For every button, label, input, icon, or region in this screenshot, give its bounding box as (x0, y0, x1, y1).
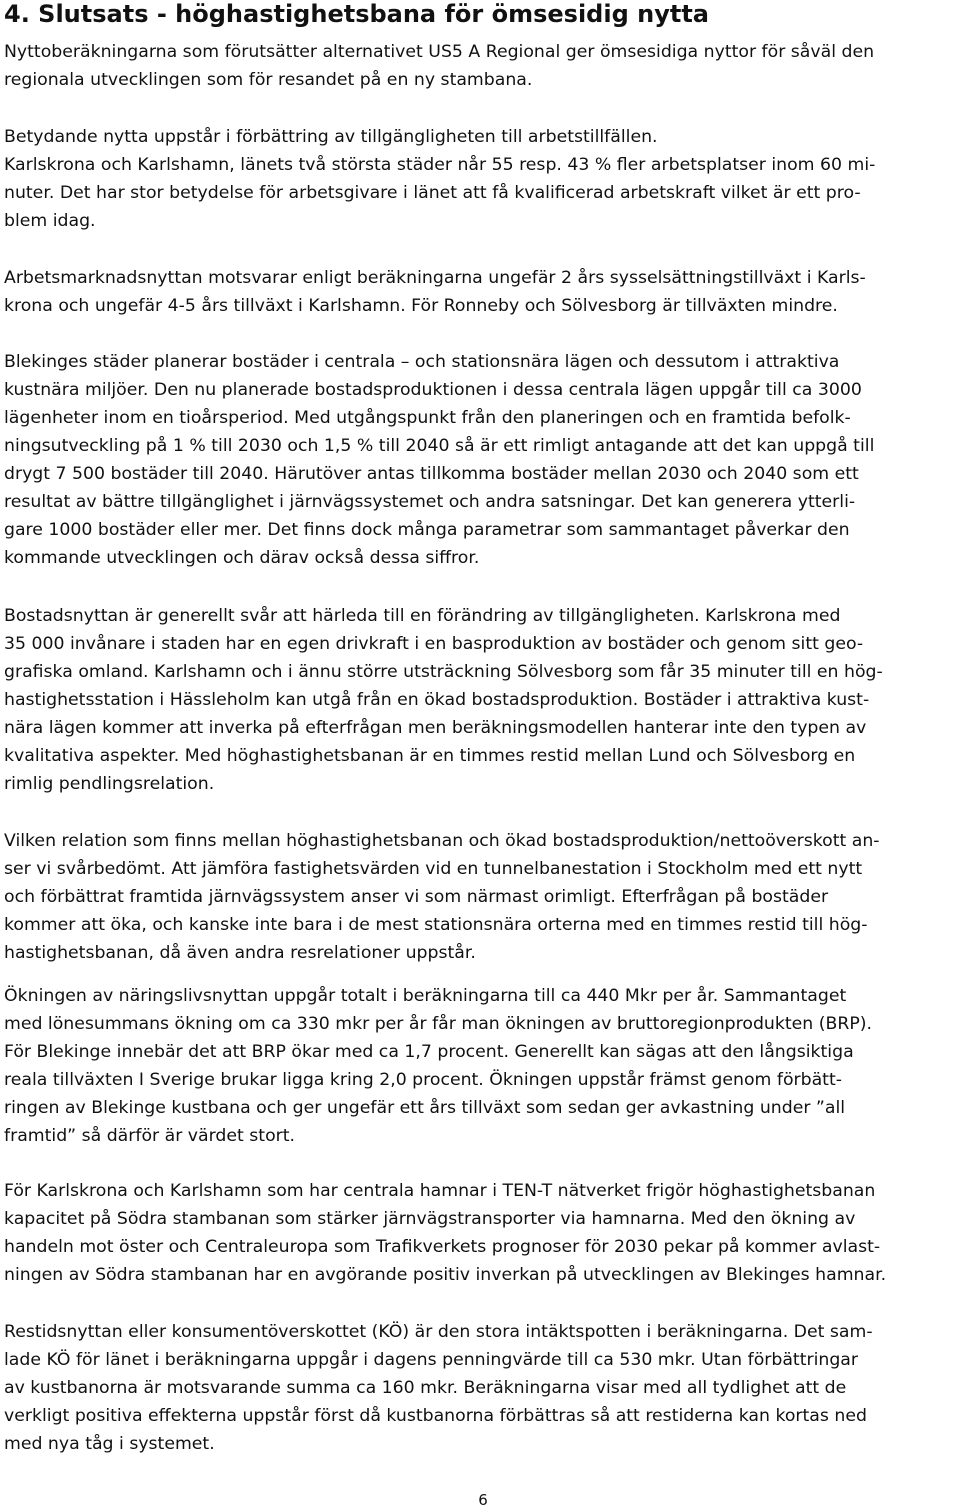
text-line: kapacitet på Södra stambanan som stärker järnvägstransporter via hamnarna. Med den ökning av (4, 1209, 856, 1229)
text-line: Betydande nytta uppstår i förbättring av tillgängligheten till arbetstillfällen. (4, 127, 658, 147)
text-line: Blekinges städer planerar bostäder i centrala – och stationsnära lägen och dessutom i attraktiva (4, 352, 840, 372)
text-line: ringen av Blekinge kustbana och ger ungefär ett års tillväxt som sedan ger avkastning under ”all (4, 1098, 846, 1118)
text-line: av kustbanorna är motsvarande summa ca 160 mkr. Beräkningarna visar med all tydlighet att de (4, 1378, 847, 1398)
text-line: krona och ungefär 4-5 års tillväxt i Karlshamn. För Ronneby och Sölvesborg är tillväxten mindre. (4, 296, 838, 316)
text-line: handeln mot öster och Centraleuropa som Trafikverkets prognoser för 2030 pekar på kommer avlast- (4, 1237, 881, 1257)
text-line: kommer att öka, och kanske inte bara i de mest stationsnära orterna med en timmes restid till hög- (4, 915, 868, 935)
text-line: ningen av Södra stambanan har en avgörande positiv inverkan på utvecklingen av Blekinges hamnar. (4, 1265, 887, 1285)
text-line: med nya tåg i systemet. (4, 1434, 215, 1454)
paragraph (4, 827, 956, 967)
text-line: Arbetsmarknadsnyttan motsvarar enligt beräkningarna ungefär 2 års sysselsättningstillväxt i Karls- (4, 268, 866, 288)
text-line: För Karlskrona och Karlshamn som har centrala hamnar i TEN-T nätverket frigör höghastighetsbanan (4, 1181, 876, 1201)
paragraph (4, 1177, 956, 1289)
section-heading: 4. Slutsats - höghastighetsbana för ömsesidig nytta (4, 0, 709, 28)
text-line: kvalitativa aspekter. Med höghastighetsbanan är en timmes restid mellan Lund och Sölvesborg en (4, 746, 856, 766)
text-line: hastighetsstation i Hässleholm kan utgå från en ökad bostadsproduktion. Bostäder i attraktiva kust- (4, 690, 870, 710)
paragraph (4, 264, 956, 320)
text-line: ser vi svårbedömt. Att jämföra fastighetsvärden vid en tunnelbanestation i Stockholm med ett nytt (4, 859, 863, 879)
text-line: framtid” så därför är värdet stort. (4, 1126, 296, 1146)
text-line: nära lägen kommer att inverka på efterfrågan men beräkningsmodellen hanterar inte den typen av (4, 718, 867, 738)
text-line: Karlskrona och Karlshamn, länets två största städer når 55 resp. 43 % fler arbetsplatser inom 60 mi- (4, 155, 876, 175)
text-line: hastighetsbanan, då även andra resrelationer uppstår. (4, 943, 476, 963)
text-line: verkligt positiva effekterna uppstår först då kustbanorna förbättras så att restiderna kan kortas ned (4, 1406, 867, 1426)
text-line: Vilken relation som finns mellan höghastighetsbanan och ökad bostadsproduktion/nettoöverskott an- (4, 831, 880, 851)
text-line: drygt 7 500 bostäder till 2040. Härutöver antas tillkomma bostäder mellan 2030 och 2040 som ett (4, 464, 859, 484)
text-line: gare 1000 bostäder eller mer. Det finns dock många parametrar som sammantaget påverkar den (4, 520, 850, 540)
paragraph (4, 602, 956, 798)
paragraph (4, 1318, 956, 1458)
text-line: regionala utvecklingen som för resandet på en ny stambana. (4, 70, 533, 90)
text-line: lägenheter inom en tioårsperiod. Med utgångspunkt från den planeringen och en framtida befolk- (4, 408, 851, 428)
text-line: reala tillväxten I Sverige brukar ligga kring 2,0 procent. Ökningen uppstår främst genom förbätt- (4, 1070, 842, 1090)
text-line: nuter. Det har stor betydelse för arbetsgivare i länet att få kvalificerad arbetskraft vilket är ett pro- (4, 183, 861, 203)
text-line: blem idag. (4, 211, 96, 231)
text-line: lade KÖ för länet i beräkningarna uppgår i dagens penningvärde till ca 530 mkr. Utan förbättringar (4, 1350, 859, 1370)
page-number: 6 (478, 1491, 488, 1509)
text-line: 35 000 invånare i staden har en egen drivkraft i en basproduktion av bostäder och genom sitt geo- (4, 634, 864, 654)
text-line: Bostadsnyttan är generellt svår att härleda till en förändring av tillgängligheten. Karlskrona med (4, 606, 841, 626)
text-line: resultat av bättre tillgänglighet i järnvägssystemet och andra satsningar. Det kan generera ytterli- (4, 492, 856, 512)
text-line: och förbättrat framtida järnvägssystem anser vi som närmast orimligt. Efterfrågan på bostäder (4, 887, 829, 907)
text-line: För Blekinge innebär det att BRP ökar med ca 1,7 procent. Generellt kan sägas att den långsiktiga (4, 1042, 854, 1062)
paragraph (4, 123, 956, 235)
text-line: Restidsnyttan eller konsumentöverskottet (KÖ) är den stora intäktspotten i beräkningarna. Det sam- (4, 1322, 873, 1342)
text-line: ningsutveckling på 1 % till 2030 och 1,5 % till 2040 så är ett rimligt antagande att det kan uppgå till (4, 436, 875, 456)
text-line: rimlig pendlingsrelation. (4, 774, 215, 794)
text-line: Ökningen av näringslivsnyttan uppgår totalt i beräkningarna till ca 440 Mkr per år. Sammantaget (4, 986, 847, 1006)
text-line: kustnära miljöer. Den nu planerade bostadsproduktionen i dessa centrala lägen uppgår till ca 3000 (4, 380, 862, 400)
text-line: med lönesummans ökning om ca 330 mkr per år får man ökningen av bruttoregionprodukten (BRP). (4, 1014, 872, 1034)
text-line: kommande utvecklingen och därav också dessa siffror. (4, 548, 480, 568)
text-line: Nyttoberäkningarna som förutsätter alternativet US5 A Regional ger ömsesidiga nyttor för såväl den (4, 42, 875, 62)
text-line: grafiska omland. Karlshamn och i ännu större utsträckning Sölvesborg som får 35 minuter till en hög- (4, 662, 883, 682)
paragraph (4, 982, 956, 1150)
paragraph (4, 38, 956, 94)
paragraph (4, 348, 956, 572)
